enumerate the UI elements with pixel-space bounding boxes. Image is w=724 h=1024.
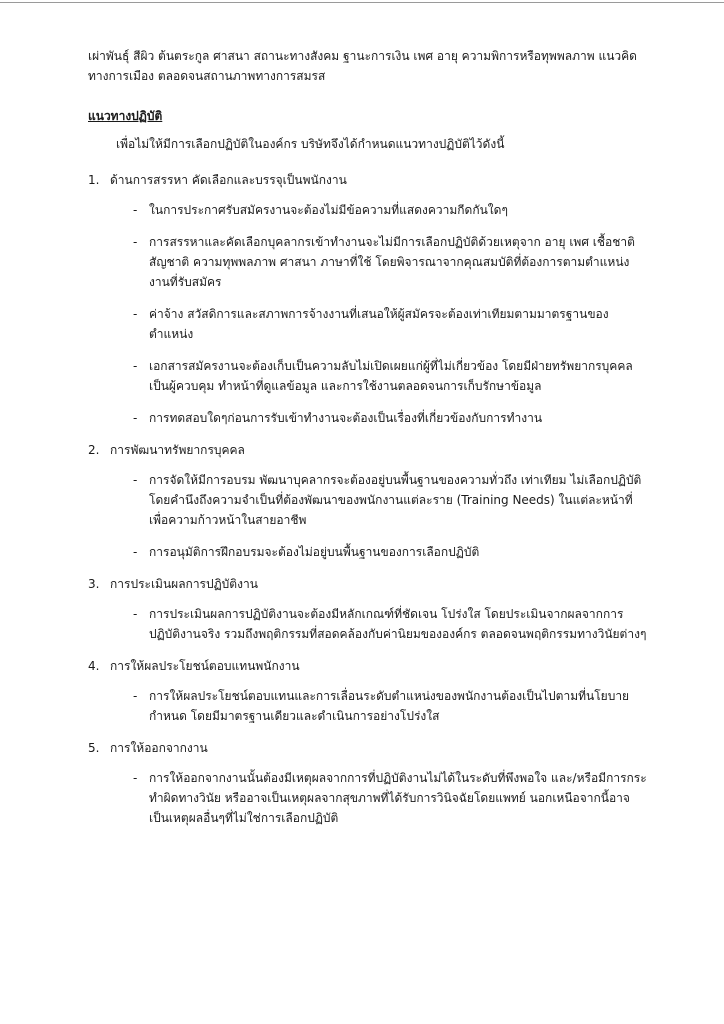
section-heading: แนวทางปฏิบัติ (88, 109, 163, 123)
bullet-item (88, 356, 648, 396)
bullet-list (88, 686, 648, 726)
bullet-text: ในการประกาศรับสมัครงานจะต้องไม่มีข้อความที่แสดงความกีดกันใดๆ (149, 203, 508, 217)
section-title (88, 574, 648, 594)
bullet-item (88, 768, 648, 828)
section-title-text: การพัฒนาทรัพยากรบุคคล (110, 443, 245, 457)
section-item (88, 574, 648, 644)
section-number: 5. (88, 741, 100, 755)
section-item (88, 738, 648, 828)
bullet-text: การให้ผลประโยชน์ตอบแทนและการเลื่อนระดับตำแหน่งของพนักงานต้องเป็นไปตามที่นโยบายกำหนด โดยมีมาตรฐานเดียวและดำเนินการอย่างโปร่งใส (149, 689, 630, 723)
bullet-list (88, 768, 648, 828)
bullet-text: การทดสอบใดๆก่อนการรับเข้าทำงานจะต้องเป็นเรื่องที่เกี่ยวข้องกับการทำงาน (149, 411, 543, 425)
bullet-item (88, 686, 648, 726)
section-number: 2. (88, 443, 100, 457)
section-title (88, 170, 648, 190)
bullet-text: การอนุมัติการฝึกอบรมจะต้องไม่อยู่บนพื้นฐานของการเลือกปฏิบัติ (149, 545, 480, 559)
section-item (88, 656, 648, 726)
section-number: 3. (88, 577, 100, 591)
document-page (88, 46, 648, 840)
dash-bullet: - (133, 607, 138, 621)
bullet-item (88, 470, 648, 530)
section-title (88, 738, 648, 758)
section-title-text: การให้ผลประโยชน์ตอบแทนพนักงาน (110, 659, 300, 673)
dash-bullet: - (133, 203, 138, 217)
section-number: 1. (88, 173, 100, 187)
dash-bullet: - (133, 359, 138, 373)
bullet-item (88, 232, 648, 292)
bullet-item (88, 542, 648, 562)
bullet-text: ค่าจ้าง สวัสดิการและสภาพการจ้างงานที่เสนอให้ผู้สมัครจะต้องเท่าเทียมตามมาตรฐานของตำแหน่ง (149, 307, 609, 341)
dash-bullet: - (133, 307, 138, 321)
bullet-text: การประเมินผลการปฏิบัติงานจะต้องมีหลักเกณฑ์ที่ชัดเจน โปร่งใส โดยประเมินจากผลจากการปฏิบัติงานจริง รวมถึงพฤติกรรมที่สอดคล้องกับค่านิยมขององค์กร ตลอดจนพฤติกรรมทางวินัยต่างๆ (149, 607, 647, 641)
section-title (88, 656, 648, 676)
intro-paragraph: เผ่าพันธุ์ สีผิว ต้นตระกูล ศาสนา สถานะทางสังคม ฐานะการเงิน เพศ อายุ ความพิการหรือทุพพลภาพ แนวคิดทางการเมือง ตลอดจนสถานภาพทางการสมรส (88, 49, 637, 83)
section-title-text: ด้านการสรรหา คัดเลือกและบรรจุเป็นพนักงาน (110, 173, 347, 187)
bullet-item (88, 408, 648, 428)
dash-bullet: - (133, 771, 138, 785)
dash-bullet: - (133, 689, 138, 703)
bullet-item (88, 604, 648, 644)
bullet-item (88, 200, 648, 220)
dash-bullet: - (133, 473, 138, 487)
dash-bullet: - (133, 545, 138, 559)
bullet-text: การจัดให้มีการอบรม พัฒนาบุคลากรจะต้องอยู่บนพื้นฐานของความทั่วถึง เท่าเทียม ไม่เลือกปฏิบัติ โดยคำนึงถึงความจำเป็นที่ต้องพัฒนาของพนักงานแต่ละราย (Training Needs) ในแต่ละหน้าที่ เพื่อความก้าวหน้าในสายอาชีพ (149, 473, 642, 527)
scan-top-edge-line (0, 2, 724, 3)
bullet-list (88, 200, 648, 428)
section-title-text: การประเมินผลการปฏิบัติงาน (110, 577, 258, 591)
practice-sections (88, 170, 648, 828)
dash-bullet: - (133, 411, 138, 425)
bullet-list (88, 604, 648, 644)
bullet-text: เอกสารสมัครงานจะต้องเก็บเป็นความลับไม่เปิดเผยแก่ผู้ที่ไม่เกี่ยวข้อง โดยมีฝ่ายทรัพยากรบุคคลเป็นผู้ควบคุม ทำหน้าที่ดูแลข้อมูล และการใช้งานตลอดจนการเก็บรักษาข้อมูล (149, 359, 633, 393)
dash-bullet: - (133, 235, 138, 249)
section-title (88, 440, 648, 460)
section-item (88, 440, 648, 562)
bullet-item (88, 304, 648, 344)
section-number: 4. (88, 659, 100, 673)
bullet-text: การให้ออกจากงานนั้นต้องมีเหตุผลจากการที่ปฏิบัติงานไม่ได้ในระดับที่พึงพอใจ และ/หรือมีการกระทำผิดทางวินัย หรืออาจเป็นเหตุผลจากสุขภาพที่ได้รับการวินิจฉัยโดยแพทย์ นอกเหนือจากนี้อาจเป็นเหตุผลอื่นๆที่ไม่ใช่การเลือกปฏิบัติ (149, 771, 647, 825)
bullet-list (88, 470, 648, 562)
section-title-text: การให้ออกจากงาน (110, 741, 208, 755)
bullet-text: การสรรหาและคัดเลือกบุคลากรเข้าทำงานจะไม่มีการเลือกปฏิบัติด้วยเหตุจาก อายุ เพศ เชื้อชาติ สัญชาติ ความทุพพลภาพ ศาสนา ภาษาที่ใช้ โดยพิจารณาจากคุณสมบัติที่ต้องการตามตำแหน่งงานที่รับสมัคร (149, 235, 635, 289)
lead-paragraph: เพื่อไม่ให้มีการเลือกปฏิบัติในองค์กร บริษัทจึงได้กำหนดแนวทางปฏิบัติไว้ดังนี้ (116, 137, 505, 151)
section-item (88, 170, 648, 428)
